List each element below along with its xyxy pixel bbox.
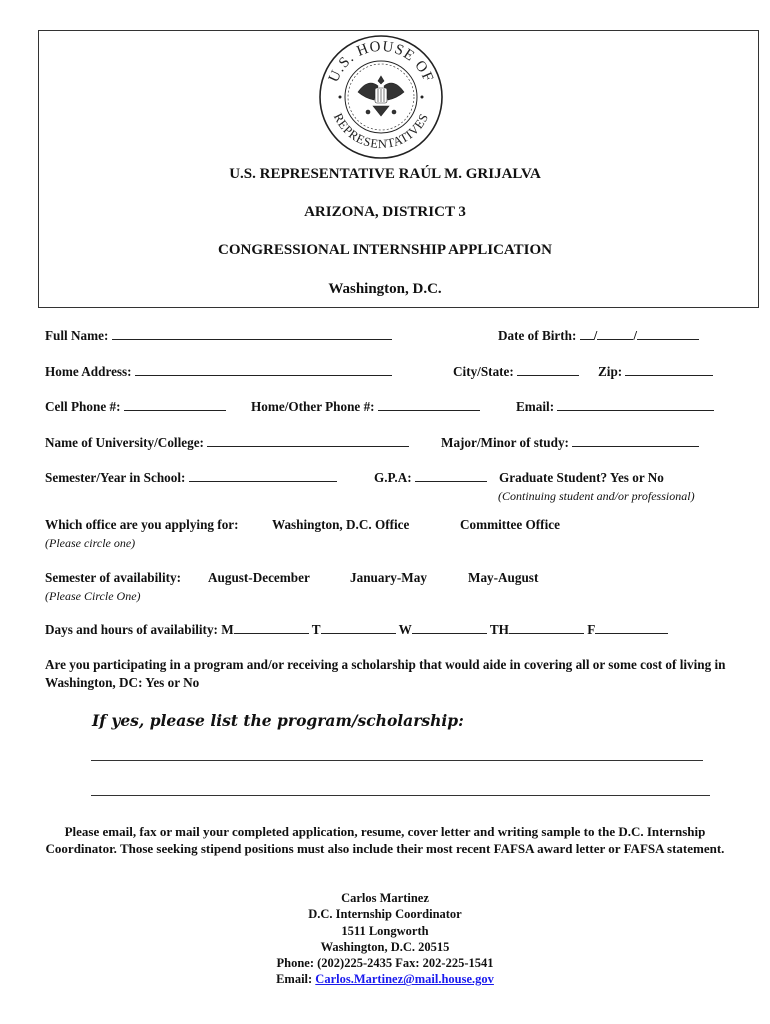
- day-friday-label: F: [587, 622, 596, 637]
- semester-option-jan-may[interactable]: January-May: [350, 570, 427, 585]
- svg-text:REPRESENTATIVES: REPRESENTATIVES: [330, 110, 432, 152]
- university-field[interactable]: [207, 435, 409, 447]
- full-name-field[interactable]: [112, 328, 392, 340]
- contact-email-row: [0, 971, 770, 987]
- day-thursday-field[interactable]: [509, 622, 584, 634]
- graduate-question[interactable]: Graduate Student? Yes or No: [499, 470, 664, 485]
- contact-phone: Phone: (202)225-2435 Fax: 202-225-1541: [276, 956, 494, 971]
- semester-year-field[interactable]: [189, 470, 337, 482]
- office-note: (Please circle one): [45, 536, 136, 550]
- gpa-field[interactable]: [415, 470, 487, 482]
- house-seal-logo: [318, 34, 444, 160]
- day-monday-field[interactable]: [234, 622, 309, 634]
- if-yes-label: If yes, please list the program/scholarship:: [92, 711, 464, 730]
- semester-note: (Please Circle One): [45, 589, 141, 603]
- contact-email-link[interactable]: Carlos.Martinez@mail.house.gov: [315, 972, 494, 987]
- cell-phone-label: Cell Phone #:: [45, 399, 226, 415]
- gpa-label: G.P.A:: [374, 470, 487, 486]
- contact-title: D.C. Internship Coordinator: [308, 907, 462, 922]
- days-hours-row: [45, 622, 668, 638]
- svg-text:U.S. HOUSE OF: U.S. HOUSE OF: [325, 38, 437, 85]
- email-label: Email:: [516, 399, 714, 415]
- contact-address: 1511 Longworth: [341, 923, 429, 938]
- home-phone-field[interactable]: [378, 399, 480, 411]
- cell-phone-field[interactable]: [124, 399, 226, 411]
- major-field[interactable]: [572, 435, 699, 447]
- zip-label: Zip:: [598, 364, 713, 380]
- email-field[interactable]: [557, 399, 714, 411]
- submission-instructions: Please email, fax or mail your completed application, resume, cover letter and writing sample to the D.C. Internship Coordinator. Those seeking stipend positions must also include their most recent FAFSA award letter or FAFSA statement.: [45, 824, 725, 856]
- day-wednesday-field[interactable]: [412, 622, 487, 634]
- contact-city: Washington, D.C. 20515: [320, 939, 450, 954]
- office-option-dc[interactable]: Washington, D.C. Office: [272, 517, 410, 532]
- home-address-field[interactable]: [135, 364, 392, 376]
- district-title: ARIZONA, DISTRICT 3: [304, 204, 466, 220]
- day-tuesday-label: T: [311, 622, 321, 637]
- contact-name: Carlos Martinez: [341, 891, 429, 905]
- scholarship-line-1[interactable]: [91, 760, 703, 761]
- form-title: CONGRESSIONAL INTERNSHIP APPLICATION: [218, 242, 552, 258]
- days-hours-label: Days and hours of availability:: [45, 622, 218, 637]
- dob-month-field[interactable]: [580, 328, 594, 340]
- representative-title: U.S. REPRESENTATIVE RAÚL M. GRIJALVA: [229, 166, 541, 182]
- home-phone-label: Home/Other Phone #:: [251, 399, 480, 415]
- day-friday-field[interactable]: [595, 622, 668, 634]
- contact-email-label: Email:: [276, 972, 313, 987]
- contact-block: [0, 890, 770, 988]
- scholarship-question: Are you participating in a program and/or receiving a scholarship that would aide in covering all or some cost of living in Washington, DC: Yes or No: [45, 657, 726, 690]
- full-name-label: Full Name:: [45, 328, 392, 344]
- university-label: Name of University/College:: [45, 435, 409, 451]
- location-title: Washington, D.C.: [328, 281, 442, 297]
- semester-option-aug-dec[interactable]: August-December: [208, 570, 310, 585]
- office-option-committee[interactable]: Committee Office: [460, 517, 560, 532]
- day-thursday-label: TH: [489, 622, 509, 637]
- day-monday-label: M: [221, 622, 234, 637]
- graduate-note: (Continuing student and/or professional): [498, 489, 695, 503]
- dob-label: Date of Birth: / /: [498, 328, 699, 344]
- zip-field[interactable]: [625, 364, 713, 376]
- dob-day-field[interactable]: [597, 328, 633, 340]
- semester-year-label: Semester/Year in School:: [45, 470, 337, 486]
- day-tuesday-field[interactable]: [321, 622, 396, 634]
- semester-availability-label: Semester of availability:: [45, 570, 182, 585]
- major-label: Major/Minor of study:: [441, 435, 699, 451]
- semester-option-may-aug[interactable]: May-August: [468, 570, 539, 585]
- home-address-label: Home Address:: [45, 364, 392, 380]
- city-state-label: City/State:: [453, 364, 579, 380]
- dob-year-field[interactable]: [637, 328, 699, 340]
- office-question: Which office are you applying for:: [45, 517, 239, 532]
- day-wednesday-label: W: [398, 622, 412, 637]
- scholarship-line-2[interactable]: [91, 795, 710, 796]
- city-state-field[interactable]: [517, 364, 579, 376]
